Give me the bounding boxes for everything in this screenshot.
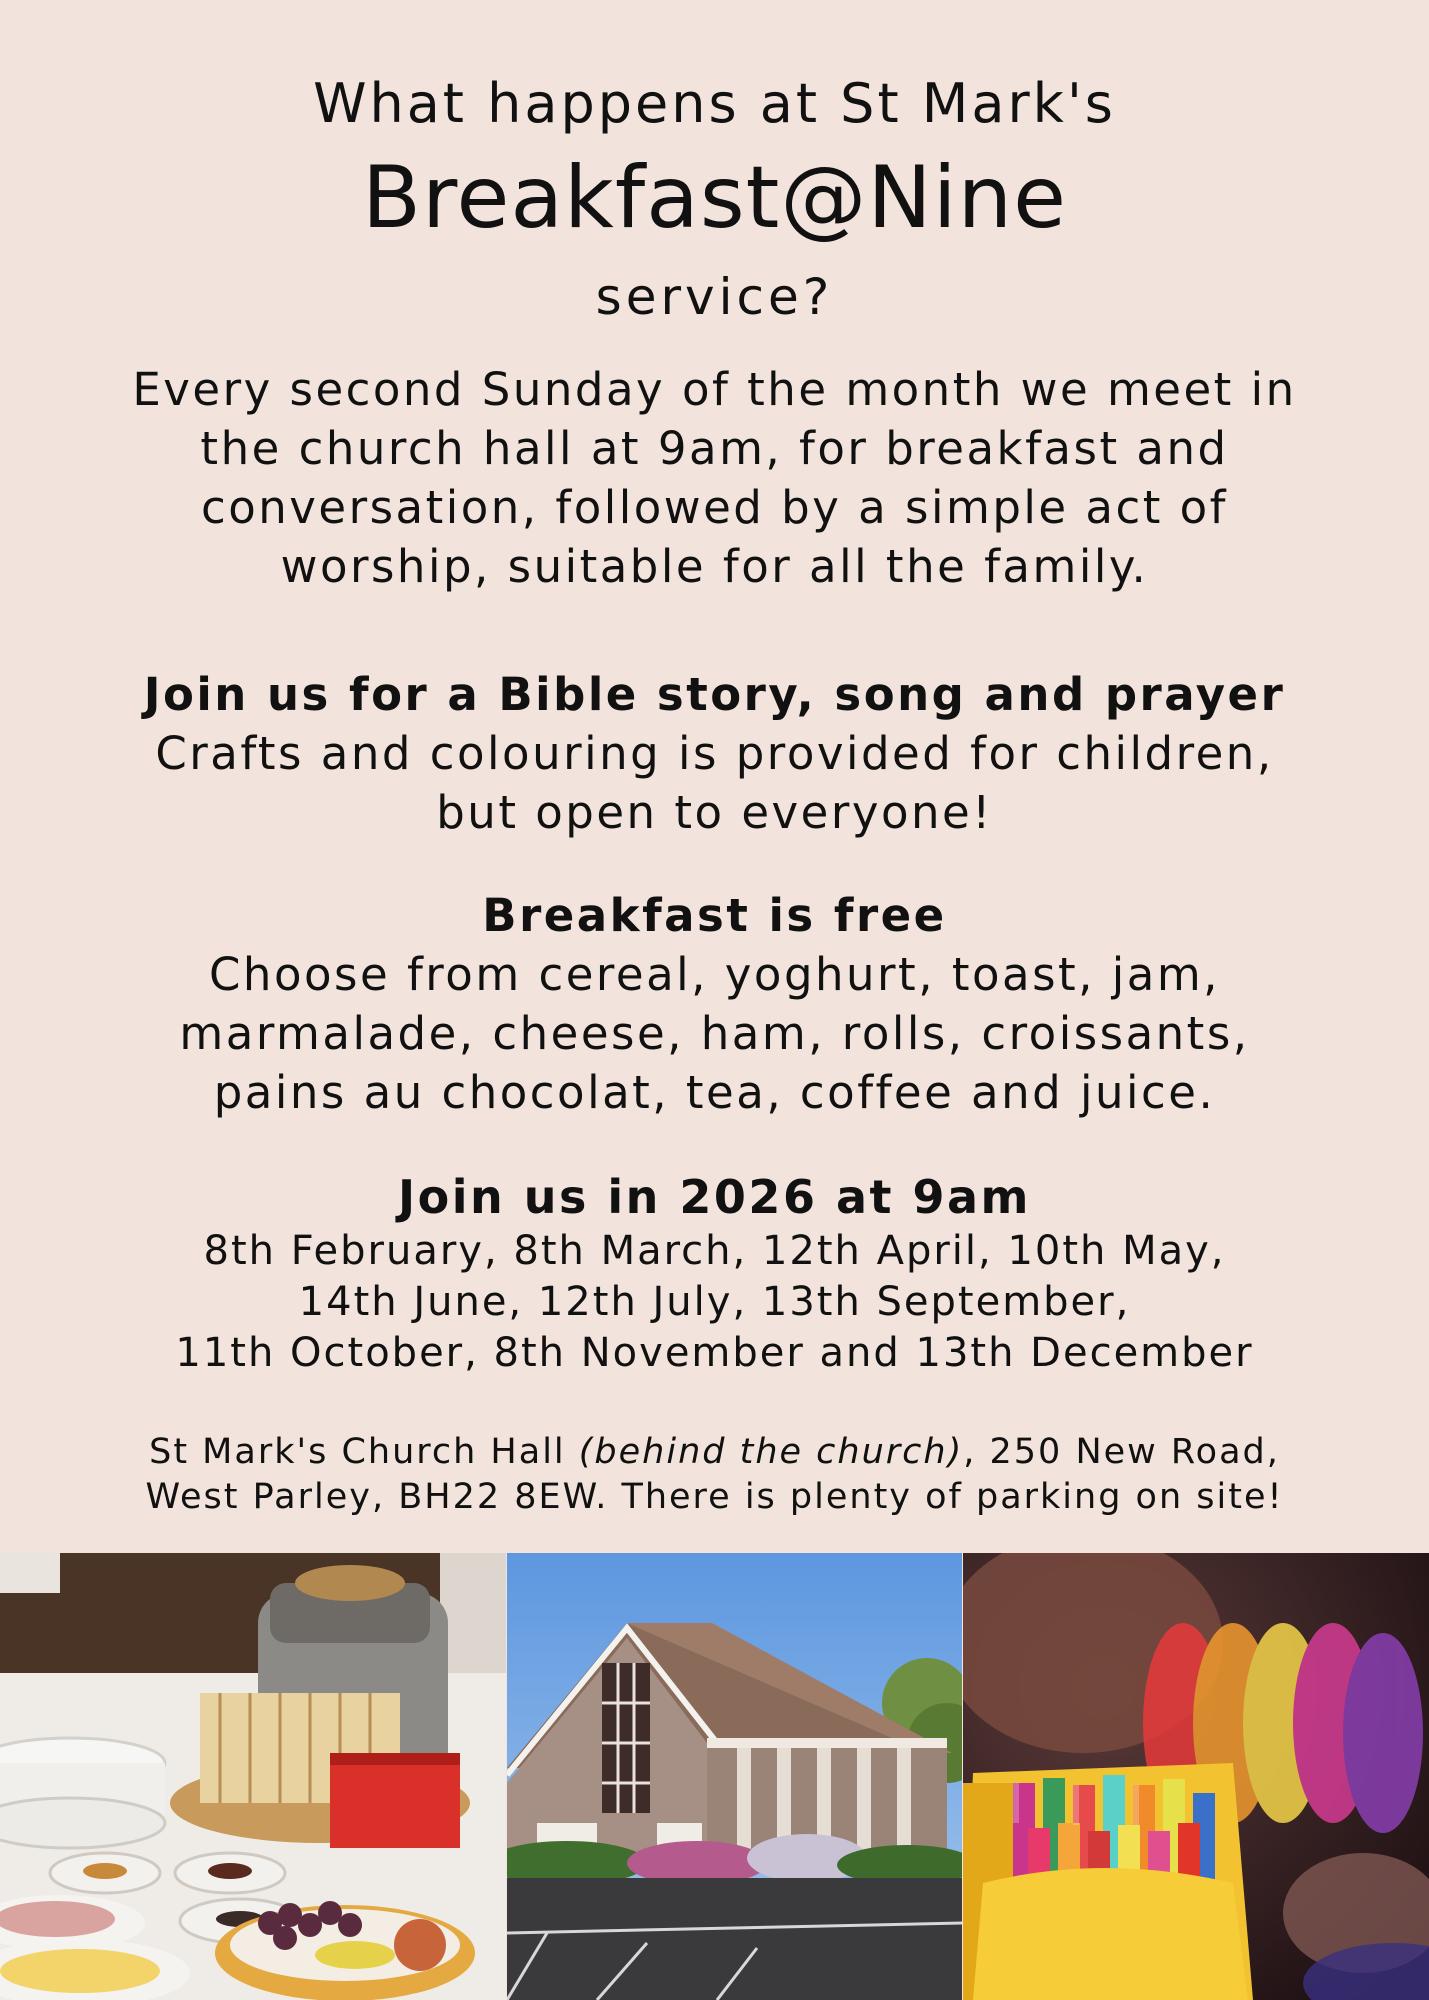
intro-line: Every second Sunday of the month we meet in (132, 363, 1297, 416)
photo-strip (0, 1553, 1429, 2000)
dates-line: 8th February, 8th March, 12th April, 10th May, (203, 1228, 1226, 1274)
intro-line: conversation, followed by a simple act of (200, 481, 1229, 534)
activities-line: but open to everyone! (436, 786, 993, 839)
church-building-photo (507, 1553, 962, 2000)
pre-title: What happens at St Mark's (313, 72, 1116, 135)
intro-line: the church hall at 9am, for breakfast and (200, 422, 1229, 475)
intro-line: worship, suitable for all the family. (280, 540, 1149, 593)
activities-heading: Join us for a Bible story, song and prayer (143, 668, 1286, 721)
address-note: (behind the church) (578, 1432, 964, 1472)
crayons-photo (963, 1553, 1429, 2000)
dates-line: 14th June, 12th July, 13th September, (298, 1279, 1131, 1325)
breakfast-table-photo (0, 1553, 506, 2000)
dates-section (0, 1168, 1429, 1379)
breakfast-line: marmalade, cheese, ham, rolls, croissants, (179, 1007, 1250, 1060)
address-line: West Parley, BH22 8EW. There is plenty of parking on site! (145, 1477, 1284, 1517)
dates-heading: Join us in 2026 at 9am (398, 1170, 1031, 1224)
post-title: service? (595, 268, 834, 326)
address-text: St Mark's Church Hall (149, 1432, 579, 1472)
activities-line: Crafts and colouring is provided for children, (155, 727, 1274, 780)
address-line (0, 1430, 1429, 1475)
breakfast-heading: Breakfast is free (482, 889, 947, 942)
breakfast-line: Choose from cereal, yoghurt, toast, jam, (209, 948, 1220, 1001)
breakfast-line: pains au chocolat, tea, coffee and juice. (213, 1066, 1216, 1119)
intro-paragraph (0, 360, 1429, 596)
page-title: Breakfast@Nine (361, 148, 1068, 248)
activities-section (0, 665, 1429, 842)
address-text: , 250 New Road, (963, 1432, 1280, 1472)
breakfast-section (0, 886, 1429, 1122)
address-section (0, 1430, 1429, 1520)
dates-line: 11th October, 8th November and 13th December (175, 1330, 1254, 1376)
